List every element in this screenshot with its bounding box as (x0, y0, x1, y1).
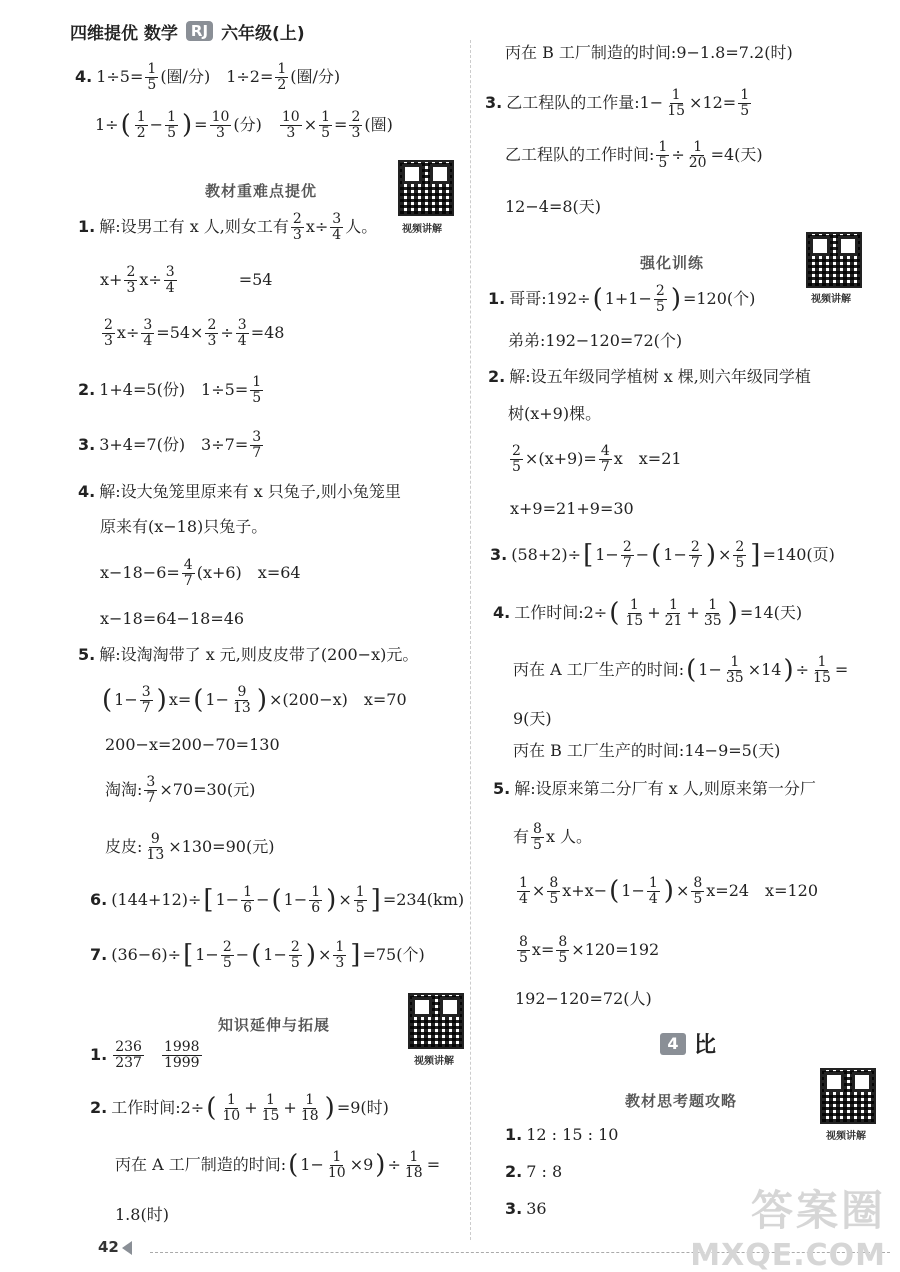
qr-code-icon[interactable] (398, 160, 454, 216)
right-s2-line2: 树(x+9)棵。 (508, 404, 602, 423)
right-s4-line1: 4. 工作时间:2÷ ( $\frac{1}{15}$ + $\frac{1}{21}$ + $\frac{1}{35}$ ) =14(天) (493, 597, 803, 629)
left-p5-line1: 5. 解:设淘淘带了 x 元,则皮皮带了(200−x)元。 (78, 645, 419, 664)
edition-badge: RJ (186, 21, 213, 41)
right-s1-line2: 弟弟:192−120=72(个) (508, 331, 683, 350)
right-t2: 2. 7 : 8 (505, 1162, 563, 1181)
page-arrow-icon (122, 1241, 132, 1255)
right-s4-line3: 9(天) (513, 709, 552, 728)
watermark: 答案圈 MXQE.COM (690, 1186, 886, 1272)
left-p1-line3: $\frac{2}{3}$ x÷ $\frac{3}{4}$ =54× $\frac{2}{3}$ ÷ $\frac{3}{4}$ =48 (104, 317, 285, 349)
left-e2-line1: 2. 工作时间:2÷ ( $\frac{1}{10}$ + $\frac{1}{15}$ + $\frac{1}{18}$ ) =9(时) (90, 1092, 389, 1124)
right-s5-line2: 有 $\frac{8}{5}$ x 人。 (513, 821, 593, 853)
left-p4-line1: 4. 解:设大兔笼里原来有 x 只兔子,则小兔笼里 (78, 482, 401, 501)
right-s2-line4: x+9=21+9=30 (510, 499, 634, 518)
section-title-extension: 知识延伸与拓展 (218, 1016, 331, 1034)
left-e2-line2: 丙在 A 工厂制造的时间: ( 1− $\frac{1}{10}$ ×9 ) ÷ $\frac{1}{18}$ = (115, 1149, 441, 1181)
left-e2-line3: 1.8(时) (115, 1205, 169, 1224)
left-p6: 6. (144+12)÷ [ 1− $\frac{1}{6}$ − ( 1− $\frac{1}{6}$ ) × $\frac{1}{5}$ ] =234(km) (90, 884, 465, 916)
unit-heading (660, 1028, 716, 1059)
right-t3: 3. 36 (505, 1199, 547, 1218)
left-p4-line3: x−18−6= $\frac{4}{7}$ (x+6) x=64 (100, 557, 301, 589)
left-p5-line4: 淘淘: $\frac{3}{7}$ ×70=30(元) (105, 774, 256, 806)
right-s1-line1: 1. 哥哥:192÷ ( 1+1− $\frac{2}{5}$ ) =120(个) (488, 283, 756, 315)
section-title-textbook-thinking: 教材思考题攻略 (625, 1092, 738, 1110)
right-s2-line3: $\frac{2}{5}$ ×(x+9)= $\frac{4}{7}$ x x=21 (512, 443, 682, 475)
book-title: 四维提优 数学 (70, 23, 178, 44)
column-divider (470, 40, 471, 1240)
section-title-key-points: 教材重难点提优 (205, 182, 318, 200)
right-r3-line1: 3. 乙工程队的工作量:1− $\frac{1}{15}$ ×12= $\frac{1}{5}$ (485, 87, 750, 119)
left-p7: 7. (36−6)÷ [ 1− $\frac{2}{5}$ − ( 1− $\frac{2}{5}$ ) × $\frac{1}{3}$ ] =75(个) (90, 939, 425, 971)
right-s2-line1: 2. 解:设五年级同学植树 x 棵,则六年级同学植 (488, 367, 811, 386)
unit-number-badge: 4 (660, 1033, 686, 1055)
left-p4-line4: x−18=64−18=46 (100, 609, 245, 628)
right-s5-line5: 192−120=72(人) (515, 989, 652, 1008)
grade-label: 六年级(上) (221, 23, 305, 44)
right-t1: 1. 12 : 15 : 10 (505, 1125, 619, 1144)
right-r3-line3: 12−4=8(天) (505, 197, 602, 216)
left-p1-line1: 1. 解:设男工有 x 人,则女工有 $\frac{2}{3}$ x÷ $\frac{3}{4}$ 人。 (78, 211, 378, 243)
right-s5-line4: $\frac{8}{5}$ x= $\frac{8}{5}$ ×120=192 (519, 934, 660, 966)
left-q4-line1: 4. 1÷5= $\frac{1}{5}$ (圈/分) 1÷2= $\frac{1}{2}$ (圈/分) (75, 61, 341, 93)
left-p2: 2. 1+4=5(份) 1÷5= $\frac{1}{5}$ (78, 374, 262, 406)
right-s4-line2: 丙在 A 工厂生产的时间: ( 1− $\frac{1}{35}$ ×14 ) ÷ $\frac{1}{15}$ = (513, 654, 849, 686)
page-number: 42 (98, 1238, 119, 1256)
qr-label: 视频讲解 (826, 1131, 866, 1142)
right-s5-line1: 5. 解:设原来第二分厂有 x 人,则原来第一分厂 (493, 779, 816, 798)
qr-code-icon[interactable] (820, 1068, 876, 1124)
left-p3: 3. 3+4=7(份) 3÷7= $\frac{3}{7}$ (78, 429, 262, 461)
left-p4-line2: 原来有(x−18)只兔子。 (100, 517, 268, 536)
left-q4-line2: 1÷ ( $\frac{1}{2}$ − $\frac{1}{5}$ ) = $\frac{10}{3}$ (分) $\frac{10}{3}$ × $\frac{1}{5}$ = $\frac{2}{3}$ (圈) (95, 109, 393, 141)
right-s4-line4: 丙在 B 工厂生产的时间:14−9=5(天) (513, 741, 781, 760)
qr-label: 视频讲解 (414, 1056, 454, 1067)
left-p1-line2: x+ $\frac{2}{3}$ x÷ $\frac{3}{4}$ =54 (100, 264, 273, 296)
section-title-training: 强化训练 (640, 254, 705, 272)
qr-label: 视频讲解 (811, 294, 851, 305)
qr-code-icon[interactable] (806, 232, 862, 288)
left-p5-line2: ( 1− $\frac{3}{7}$ ) x= ( 1− $\frac{9}{13}$ ) ×(200−x) x=70 (102, 684, 407, 716)
right-r3-line2: 乙工程队的工作时间: $\frac{1}{5}$ ÷ $\frac{1}{20}$ =4(天) (505, 139, 763, 171)
qr-code-icon[interactable] (408, 993, 464, 1049)
left-e1: 1. $\frac{236}{237}$ $\frac{1998}{1999}$ (90, 1039, 200, 1071)
page-header (70, 14, 305, 48)
right-s3: 3. (58+2)÷ [ 1− $\frac{2}{7}$ − ( 1− $\frac{2}{7}$ ) × $\frac{2}{5}$ ] =140(页) (490, 539, 835, 571)
unit-title: 比 (694, 1033, 717, 1058)
right-r0: 丙在 B 工厂制造的时间:9−1.8=7.2(时) (505, 43, 793, 62)
left-p5-line3: 200−x=200−70=130 (105, 735, 280, 754)
left-p5-line5: 皮皮: $\frac{9}{13}$ ×130=90(元) (105, 831, 275, 863)
right-s5-line3: $\frac{1}{4}$ × $\frac{8}{5}$ x+x− ( 1− $\frac{1}{4}$ ) × $\frac{8}{5}$ x=24 x=120 (519, 875, 819, 907)
qr-label: 视频讲解 (402, 224, 442, 235)
